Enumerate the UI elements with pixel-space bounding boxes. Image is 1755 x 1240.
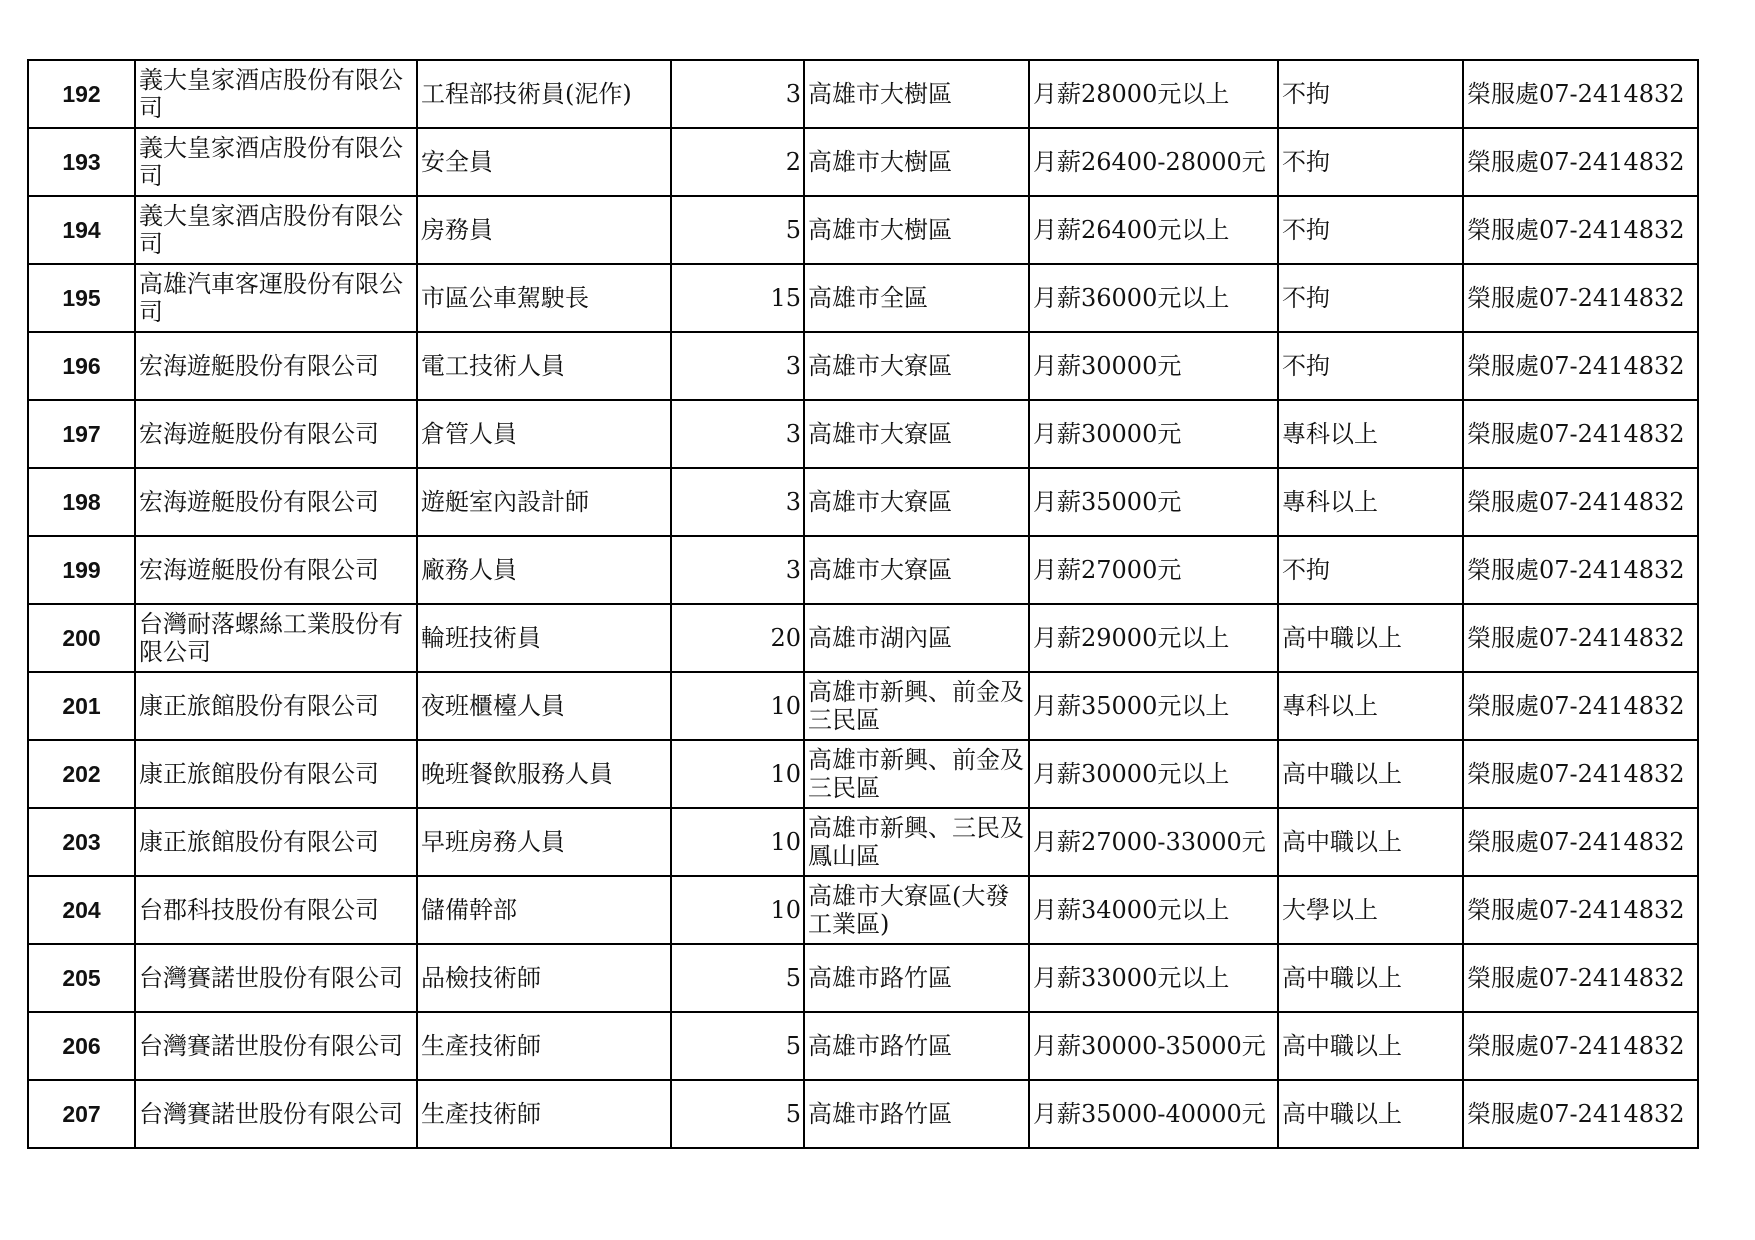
- contact-info: 榮服處07-2414832: [1463, 400, 1698, 468]
- row-number: 198: [28, 468, 135, 536]
- company-name: 康正旅館股份有限公司: [135, 740, 417, 808]
- education-requirement: 專科以上: [1278, 672, 1463, 740]
- contact-info: 榮服處07-2414832: [1463, 332, 1698, 400]
- education-requirement: 不拘: [1278, 536, 1463, 604]
- salary: 月薪27000-33000元: [1029, 808, 1278, 876]
- education-requirement: 專科以上: [1278, 400, 1463, 468]
- work-location: 高雄市大樹區: [804, 60, 1029, 128]
- table-row: [28, 332, 1698, 400]
- company-name: 台灣賽諾世股份有限公司: [135, 1012, 417, 1080]
- salary: 月薪33000元以上: [1029, 944, 1278, 1012]
- row-number: 207: [28, 1080, 135, 1148]
- table-row: [28, 264, 1698, 332]
- work-location: 高雄市新興、前金及三民區: [804, 672, 1029, 740]
- company-name: 台灣賽諾世股份有限公司: [135, 944, 417, 1012]
- salary: 月薪35000元: [1029, 468, 1278, 536]
- work-location: 高雄市大寮區(大發工業區): [804, 876, 1029, 944]
- contact-info: 榮服處07-2414832: [1463, 196, 1698, 264]
- education-requirement: 高中職以上: [1278, 1080, 1463, 1148]
- openings-count: 10: [671, 808, 804, 876]
- job-title: 輪班技術員: [417, 604, 671, 672]
- company-name: 高雄汽車客運股份有限公司: [135, 264, 417, 332]
- work-location: 高雄市大寮區: [804, 468, 1029, 536]
- salary: 月薪36000元以上: [1029, 264, 1278, 332]
- job-title: 生產技術師: [417, 1080, 671, 1148]
- work-location: 高雄市大樹區: [804, 128, 1029, 196]
- row-number: 193: [28, 128, 135, 196]
- company-name: 宏海遊艇股份有限公司: [135, 536, 417, 604]
- salary: 月薪30000-35000元: [1029, 1012, 1278, 1080]
- salary: 月薪26400-28000元: [1029, 128, 1278, 196]
- table-row: [28, 1080, 1698, 1148]
- salary: 月薪28000元以上: [1029, 60, 1278, 128]
- table-row: [28, 808, 1698, 876]
- company-name: 宏海遊艇股份有限公司: [135, 332, 417, 400]
- salary: 月薪30000元: [1029, 332, 1278, 400]
- openings-count: 3: [671, 536, 804, 604]
- table-row: [28, 60, 1698, 128]
- work-location: 高雄市湖內區: [804, 604, 1029, 672]
- contact-info: 榮服處07-2414832: [1463, 128, 1698, 196]
- table-row: [28, 1012, 1698, 1080]
- work-location: 高雄市路竹區: [804, 944, 1029, 1012]
- job-title: 品檢技術師: [417, 944, 671, 1012]
- salary: 月薪35000元以上: [1029, 672, 1278, 740]
- education-requirement: 大學以上: [1278, 876, 1463, 944]
- row-number: 201: [28, 672, 135, 740]
- job-title: 晚班餐飲服務人員: [417, 740, 671, 808]
- contact-info: 榮服處07-2414832: [1463, 468, 1698, 536]
- work-location: 高雄市大寮區: [804, 400, 1029, 468]
- contact-info: 榮服處07-2414832: [1463, 60, 1698, 128]
- job-listing-table: [27, 59, 1699, 1149]
- salary: 月薪27000元: [1029, 536, 1278, 604]
- company-name: 康正旅館股份有限公司: [135, 808, 417, 876]
- work-location: 高雄市新興、三民及鳳山區: [804, 808, 1029, 876]
- row-number: 203: [28, 808, 135, 876]
- table-row: [28, 536, 1698, 604]
- job-title: 遊艇室內設計師: [417, 468, 671, 536]
- table-row: [28, 400, 1698, 468]
- row-number: 194: [28, 196, 135, 264]
- education-requirement: 高中職以上: [1278, 944, 1463, 1012]
- education-requirement: 不拘: [1278, 128, 1463, 196]
- job-title: 儲備幹部: [417, 876, 671, 944]
- table-row: [28, 876, 1698, 944]
- company-name: 義大皇家酒店股份有限公司: [135, 128, 417, 196]
- education-requirement: 不拘: [1278, 264, 1463, 332]
- salary: 月薪35000-40000元: [1029, 1080, 1278, 1148]
- contact-info: 榮服處07-2414832: [1463, 1012, 1698, 1080]
- job-title: 工程部技術員(泥作): [417, 60, 671, 128]
- openings-count: 5: [671, 196, 804, 264]
- row-number: 197: [28, 400, 135, 468]
- work-location: 高雄市大樹區: [804, 196, 1029, 264]
- contact-info: 榮服處07-2414832: [1463, 536, 1698, 604]
- salary: 月薪30000元以上: [1029, 740, 1278, 808]
- education-requirement: 高中職以上: [1278, 604, 1463, 672]
- table-row: [28, 672, 1698, 740]
- contact-info: 榮服處07-2414832: [1463, 604, 1698, 672]
- company-name: 康正旅館股份有限公司: [135, 672, 417, 740]
- job-title: 廠務人員: [417, 536, 671, 604]
- work-location: 高雄市路竹區: [804, 1012, 1029, 1080]
- company-name: 台灣耐落螺絲工業股份有限公司: [135, 604, 417, 672]
- openings-count: 5: [671, 1012, 804, 1080]
- education-requirement: 專科以上: [1278, 468, 1463, 536]
- company-name: 義大皇家酒店股份有限公司: [135, 60, 417, 128]
- table-row: [28, 604, 1698, 672]
- contact-info: 榮服處07-2414832: [1463, 1080, 1698, 1148]
- row-number: 200: [28, 604, 135, 672]
- education-requirement: 不拘: [1278, 332, 1463, 400]
- company-name: 台灣賽諾世股份有限公司: [135, 1080, 417, 1148]
- table-row: [28, 128, 1698, 196]
- work-location: 高雄市大寮區: [804, 536, 1029, 604]
- row-number: 202: [28, 740, 135, 808]
- table-body: [28, 60, 1698, 1148]
- contact-info: 榮服處07-2414832: [1463, 740, 1698, 808]
- job-title: 安全員: [417, 128, 671, 196]
- salary: 月薪26400元以上: [1029, 196, 1278, 264]
- work-location: 高雄市路竹區: [804, 1080, 1029, 1148]
- contact-info: 榮服處07-2414832: [1463, 808, 1698, 876]
- row-number: 199: [28, 536, 135, 604]
- openings-count: 3: [671, 468, 804, 536]
- row-number: 204: [28, 876, 135, 944]
- job-title: 夜班櫃檯人員: [417, 672, 671, 740]
- row-number: 192: [28, 60, 135, 128]
- company-name: 宏海遊艇股份有限公司: [135, 468, 417, 536]
- job-title: 電工技術人員: [417, 332, 671, 400]
- education-requirement: 高中職以上: [1278, 808, 1463, 876]
- table-row: [28, 468, 1698, 536]
- openings-count: 10: [671, 876, 804, 944]
- contact-info: 榮服處07-2414832: [1463, 264, 1698, 332]
- company-name: 宏海遊艇股份有限公司: [135, 400, 417, 468]
- openings-count: 15: [671, 264, 804, 332]
- salary: 月薪29000元以上: [1029, 604, 1278, 672]
- salary: 月薪30000元: [1029, 400, 1278, 468]
- salary: 月薪34000元以上: [1029, 876, 1278, 944]
- education-requirement: 高中職以上: [1278, 740, 1463, 808]
- openings-count: 3: [671, 400, 804, 468]
- openings-count: 2: [671, 128, 804, 196]
- work-location: 高雄市全區: [804, 264, 1029, 332]
- contact-info: 榮服處07-2414832: [1463, 876, 1698, 944]
- openings-count: 10: [671, 672, 804, 740]
- row-number: 195: [28, 264, 135, 332]
- work-location: 高雄市新興、前金及三民區: [804, 740, 1029, 808]
- openings-count: 20: [671, 604, 804, 672]
- company-name: 義大皇家酒店股份有限公司: [135, 196, 417, 264]
- education-requirement: 不拘: [1278, 60, 1463, 128]
- company-name: 台郡科技股份有限公司: [135, 876, 417, 944]
- openings-count: 5: [671, 944, 804, 1012]
- table-row: [28, 944, 1698, 1012]
- job-title: 市區公車駕駛長: [417, 264, 671, 332]
- education-requirement: 不拘: [1278, 196, 1463, 264]
- job-title: 倉管人員: [417, 400, 671, 468]
- job-title: 房務員: [417, 196, 671, 264]
- work-location: 高雄市大寮區: [804, 332, 1029, 400]
- openings-count: 3: [671, 332, 804, 400]
- job-title: 生產技術師: [417, 1012, 671, 1080]
- contact-info: 榮服處07-2414832: [1463, 672, 1698, 740]
- table-row: [28, 740, 1698, 808]
- table-row: [28, 196, 1698, 264]
- job-title: 早班房務人員: [417, 808, 671, 876]
- row-number: 196: [28, 332, 135, 400]
- openings-count: 5: [671, 1080, 804, 1148]
- openings-count: 3: [671, 60, 804, 128]
- row-number: 206: [28, 1012, 135, 1080]
- education-requirement: 高中職以上: [1278, 1012, 1463, 1080]
- contact-info: 榮服處07-2414832: [1463, 944, 1698, 1012]
- openings-count: 10: [671, 740, 804, 808]
- row-number: 205: [28, 944, 135, 1012]
